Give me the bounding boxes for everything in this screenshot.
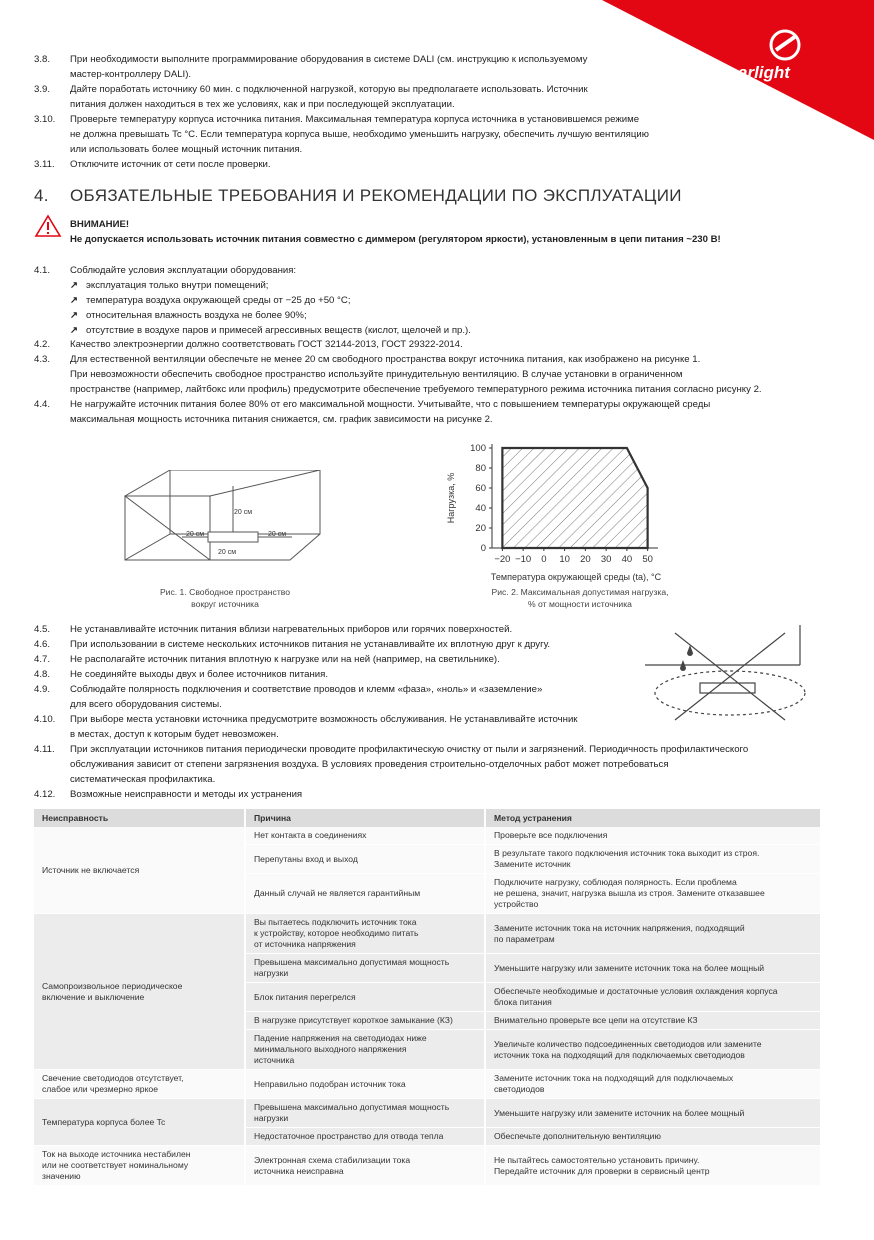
item-text-line: Не соединяйте выходы двух и более источников питания. (70, 669, 328, 680)
fix-cell (485, 845, 821, 874)
fault-line: значению (42, 1171, 81, 1181)
item-text-line: Проверьте температуру корпуса источника питания. Максимальная температура корпуса источника в установившемся режиме (70, 114, 640, 125)
fault-cell (34, 1070, 245, 1099)
cause-cell (245, 874, 485, 914)
cause-cell (245, 1030, 485, 1070)
cause-cell (245, 845, 485, 874)
cause-line: Нет контакта в соединениях (254, 830, 367, 840)
cause-cell (245, 1070, 485, 1099)
y-tick-label: 80 (475, 463, 486, 474)
fix-line: устройство (494, 899, 539, 909)
fig1-caption (110, 586, 340, 610)
fix-line: Уменьшите нагрузку или замените источник тока на более мощный (494, 962, 765, 973)
list-item (70, 293, 351, 308)
table-row (34, 1099, 821, 1128)
item-text-line: Дайте поработать источнику 60 мин. с подключенной нагрузкой, которую вы предполагаете использовать. Источник (70, 84, 588, 95)
y-tick-label: 20 (475, 523, 486, 534)
fig2-caption-line2: % от мощности источника (528, 599, 632, 609)
fix-line: Замените источник (494, 859, 571, 869)
figure-2-chart (440, 440, 680, 585)
cause-line: Превышена максимально допустимая мощность (254, 1102, 450, 1112)
fix-line: Не пытайтесь самостоятельно установить причину. (494, 1154, 700, 1165)
cause-line: от источника напряжения (254, 939, 356, 949)
arrow-bullet-icon: ↗ (70, 295, 79, 306)
item-text-line: Не нагружайте источник питания более 80% от его максимальной мощности. Учитывайте, что с повышением температуры окружающей среды (70, 399, 711, 410)
cause-cell (245, 954, 485, 983)
fix-cell (485, 1146, 821, 1186)
logo-corner (600, 0, 874, 140)
fault-line: Температура корпуса более Tc (42, 1116, 166, 1127)
item-number: 3.10. (34, 114, 56, 125)
fix-cell (485, 983, 821, 1012)
cause-line: В нагрузке присутствует короткое замыкание (КЗ) (254, 1015, 453, 1025)
x-tick-label: −10 (515, 554, 532, 565)
fix-line: светодиодов (494, 1084, 545, 1094)
section-number: 4. (34, 186, 49, 205)
cause-cell (245, 1146, 485, 1186)
item-number: 4.6. (34, 639, 51, 650)
dim-label-right: 20 см (268, 531, 287, 538)
item-text-line: Возможные неисправности и методы их устранения (70, 789, 303, 800)
fig1-caption-line2: вокруг источника (191, 599, 259, 609)
fix-line: источник тока на подходящий для подключаемых светодиодов (494, 1049, 745, 1060)
fix-line: Внимательно проверьте все цепи на отсутствие КЗ (494, 1015, 698, 1025)
item-text-line: Отключите источник от сети после проверки. (70, 159, 271, 170)
item-text-line: питания должен находиться в тех же условиях, как и при последующей эксплуатации. (70, 99, 455, 110)
item-number: 4.5. (34, 624, 51, 635)
cause-cell (245, 983, 485, 1012)
cause-line: нагрузки (254, 1113, 289, 1123)
cause-line: минимального выходного напряжения (254, 1044, 407, 1054)
item-text-line: Для естественной вентиляции обеспечьте не менее 20 см свободного пространства вокруг источника питания, как изображено на рисунке 1. (70, 354, 701, 365)
fault-cell (34, 827, 245, 914)
item-text-line: в местах, доступ к которым будет невозможен. (70, 729, 279, 740)
arrow-bullet-icon: ↗ (70, 280, 79, 291)
fix-line: Замените источник тока на подходящий для подключаемых (494, 1073, 734, 1083)
item-number: 4.2. (34, 339, 51, 350)
item-text-line: При необходимости выполните программирование оборудования в системе DALI (см. инструкцию к используемому (70, 54, 588, 65)
item-number: 4.12. (34, 789, 56, 800)
troubleshooting-table (34, 809, 822, 1186)
item-number: 3.11. (34, 159, 55, 170)
fig2-caption (460, 586, 700, 610)
fault-line: Свечение светодиодов отсутствует, (42, 1073, 184, 1083)
item-text-line: При невозможности обеспечить свободное пространство используйте принудительную вентиляцию. В случае установки в ограниченном (70, 369, 683, 380)
fault-line: Самопроизвольное периодическое (42, 980, 183, 991)
series-area (502, 448, 647, 548)
fix-line: Передайте источник для проверки в сервисный центр (494, 1165, 710, 1176)
item-text-line: или использовать более мощный источник питания. (70, 144, 303, 155)
cause-line: Перепутаны вход и выход (254, 853, 358, 864)
item-number: 4.1. (34, 265, 51, 276)
cause-cell (245, 1128, 485, 1146)
fault-line: Источник не включается (42, 864, 140, 875)
x-tick-label: 10 (559, 554, 570, 565)
fix-line: Проверьте все подключения (494, 830, 608, 840)
water-drop-icon (680, 645, 693, 671)
list-item-text: отсутствие в воздухе паров и примесей агрессивных веществ (кислот, щелочей и пр.). (86, 325, 471, 336)
fig1-caption-line1: Рис. 1. Свободное пространство (159, 587, 291, 597)
fault-line: включение и выключение (42, 991, 145, 1002)
section-heading (34, 186, 682, 206)
table-row (34, 914, 821, 954)
cause-cell (245, 1099, 485, 1128)
table-header-fault: Неисправность (34, 809, 245, 827)
item-number: 4.3. (34, 354, 51, 365)
item-text-line: для всего оборудования системы. (70, 699, 222, 710)
item-text: Соблюдайте условия эксплуатации оборудования: (70, 265, 297, 276)
fault-line: или не соответствует номинальному (42, 1160, 189, 1170)
item-text-line: пространстве (например, лайтбокс или профиль) предусмотрите обеспечение требуемого температурного режима источника питания согласно рисунку 2. (70, 384, 762, 395)
logo-text: arlight (738, 63, 790, 82)
item-number: 3.9. (34, 84, 51, 95)
list-item (70, 323, 471, 338)
item-text-line: Соблюдайте полярность подключения и соответствие проводов и клемм «фаза», «ноль» и «заземление» (70, 684, 543, 695)
table-header-fix: Метод устранения (485, 809, 821, 827)
fix-line: не решена, значит, нагрузка вышла из строя. Замените отказавшее (494, 888, 765, 898)
fix-cell (485, 1128, 821, 1146)
item-text-line: Не располагайте источник питания вплотную к нагрузке или на ней (например, на светильнике). (70, 654, 500, 665)
cause-line: Блок питания перегрелся (254, 991, 356, 1002)
installation-illustration (645, 625, 815, 725)
table-row (34, 1070, 821, 1099)
cause-line: нагрузки (254, 968, 289, 978)
x-tick-label: 50 (642, 554, 653, 565)
item-text-line: не должна превышать Tc °C. Если температура корпуса выше, необходимо уменьшить нагрузку, обеспечить лучшую вентиляцию (70, 129, 649, 140)
list-item (70, 308, 307, 323)
table-row (34, 1146, 821, 1186)
item-text-line: мастер-контроллеру DALI). (70, 69, 192, 80)
table-header-cause: Причина (245, 809, 485, 827)
table-row (34, 827, 821, 845)
arrow-bullet-icon: ↗ (70, 310, 79, 321)
item-text-line: максимальная мощность источника питания снижается, см. график зависимости на рисунке 2. (70, 414, 493, 425)
y-tick-label: 0 (480, 543, 486, 554)
item-number: 4.7. (34, 654, 51, 665)
x-tick-label: 30 (600, 554, 612, 565)
y-tick-label: 100 (470, 443, 486, 454)
item-text-line: При использовании в системе нескольких источников питания не устанавливайте их вплотную друг к другу. (70, 639, 551, 650)
item-text-line: систематическая профилактика. (70, 774, 216, 785)
fix-cell (485, 827, 821, 845)
item-number: 4.8. (34, 669, 51, 680)
fix-cell (485, 1070, 821, 1099)
cause-line: источника неисправна (254, 1165, 344, 1176)
fault-cell (34, 914, 245, 1070)
fix-line: В результате такого подключения источник тока выходит из строя. (494, 848, 760, 858)
list-item-text: относительная влажность воздуха не более 90%; (86, 310, 307, 321)
arrow-bullet-icon: ↗ (70, 325, 79, 336)
x-tick-label: 20 (580, 554, 591, 565)
fault-cell (34, 1146, 245, 1186)
item-number: 4.11. (34, 744, 55, 755)
x-tick-label: 0 (541, 554, 547, 565)
cause-line: источника (254, 1055, 295, 1065)
item-text-line: Качество электроэнергии должно соответствовать ГОСТ 32144-2013, ГОСТ 29322-2014. (70, 339, 463, 350)
cause-line: Превышена максимально допустимая мощность (254, 957, 450, 967)
warning-title: ВНИМАНИЕ! (70, 219, 130, 230)
figure-1 (120, 470, 330, 570)
fault-line: слабое или чрезмерно яркое (42, 1084, 158, 1094)
y-tick-label: 40 (475, 503, 486, 514)
list-item (70, 278, 268, 293)
fix-cell (485, 874, 821, 914)
fix-line: Обеспечьте дополнительную вентиляцию (494, 1131, 661, 1141)
item-text-line: обслуживания зависит от степени загрязнения воздуха. В условиях проведения строительно-отделочных работ может потребоваться (70, 759, 669, 770)
cause-cell (245, 1012, 485, 1030)
x-tick-label: −20 (494, 554, 511, 565)
cause-line: Неправильно подобран источник тока (254, 1078, 406, 1089)
item-number: 4.10. (34, 714, 56, 725)
fix-line: Подключите нагрузку, соблюдая полярность. Если проблема (494, 877, 737, 887)
item-number: 4.9. (34, 684, 51, 695)
fix-line: Увеличьте количество подсоединенных светодиодов или замените (494, 1038, 762, 1049)
fix-line: Обеспечьте необходимые и достаточные условия охлаждения корпуса (494, 986, 778, 996)
cause-line: к устройству, которое необходимо питать (254, 928, 419, 938)
dim-label-top: 20 см (234, 509, 253, 516)
cause-line: Недостаточное пространство для отвода тепла (254, 1131, 444, 1141)
fix-line: блока питания (494, 997, 552, 1007)
cause-line: Вы пытаетесь подключить источник тока (254, 917, 417, 927)
fig2-caption-line1: Рис. 2. Максимальная допустимая нагрузка, (491, 587, 669, 597)
warning-text: Не допускается использовать источник питания совместно с диммером (регулятором яркости), установленным в цепи питания ~230 В! (70, 234, 721, 245)
item-number: 4.4. (34, 399, 51, 410)
fix-cell (485, 914, 821, 954)
list-item-text: температура воздуха окружающей среды от −25 до +50 °C; (86, 295, 351, 306)
fix-line: по параметрам (494, 933, 555, 944)
item-text-line: Не устанавливайте источник питания вблизи нагревательных приборов или горячих поверхностей. (70, 624, 513, 635)
cause-line: Данный случай не является гарантийным (254, 888, 421, 898)
dim-label-front: 20 см (218, 549, 237, 556)
dim-label-left: 20 см (186, 531, 205, 538)
y-tick-label: 60 (475, 483, 486, 494)
y-axis-label: Нагрузка, % (446, 472, 456, 524)
fix-line: Уменьшите нагрузку или замените источник на более мощный (494, 1107, 745, 1118)
cause-line: Падение напряжения на светодиодах ниже (254, 1033, 427, 1043)
warning-icon (34, 214, 62, 238)
cause-cell (245, 827, 485, 845)
item-text-line: При выборе места установки источника предусмотрите возможность обслуживания. Не устанавливайте источник (70, 714, 578, 725)
cause-cell (245, 914, 485, 954)
section-title: ОБЯЗАТЕЛЬНЫЕ ТРЕБОВАНИЯ И РЕКОМЕНДАЦИИ ПО ЭКСПЛУАТАЦИИ (70, 186, 682, 205)
item-number: 3.8. (34, 54, 51, 65)
fix-cell (485, 954, 821, 983)
fault-line: Ток на выходе источника нестабилен (42, 1149, 191, 1159)
x-axis-label: Температура окружающей среды (ta), °C (490, 572, 662, 582)
fix-cell (485, 1099, 821, 1128)
fault-cell (34, 1099, 245, 1146)
fix-cell (485, 1012, 821, 1030)
x-tick-label: 40 (621, 554, 633, 565)
list-item-text: эксплуатация только внутри помещений; (86, 280, 269, 291)
fix-line: Замените источник тока на источник напряжения, подходящий (494, 922, 745, 933)
fix-cell (485, 1030, 821, 1070)
item-text-line: При эксплуатации источников питания периодически проводите профилактическую очистку от пыли и загрязнений. Периодичность профилактического (70, 744, 749, 755)
cause-line: Электронная схема стабилизации тока (254, 1154, 411, 1165)
